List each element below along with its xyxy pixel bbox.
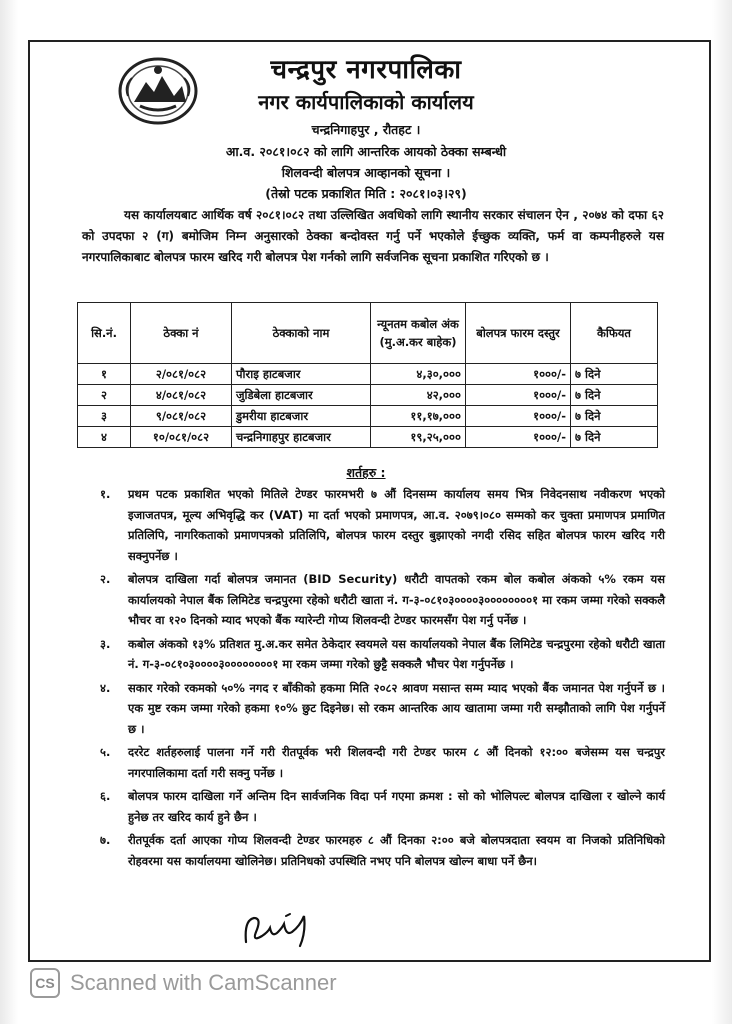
- cell-form-fee: १०००/-: [466, 406, 571, 427]
- cell-form-fee: १०००/-: [466, 427, 571, 448]
- list-item: [100, 742, 665, 783]
- cell-min-bid: ४,३०,०००: [371, 364, 466, 385]
- table-row: [78, 427, 658, 448]
- term-number: ३.: [100, 636, 111, 651]
- header-min-bid: न्यूनतम कबोल अंक (मु.अ.कर बाहेक): [371, 303, 466, 364]
- header-remarks: कैफियत: [571, 303, 658, 364]
- intro-paragraph: [82, 205, 664, 268]
- term-number: २.: [100, 572, 111, 586]
- cell-remarks: ७ दिने: [571, 385, 658, 406]
- term-text: दररेट शर्तहरुलाई पालना गर्ने गरी रीतपूर्वक भरी शिलवन्दी गरी टेण्डर फारम ८ औं दिनको १२:०० बजेसम्म यस चन्द्रपुर नगरपालिकामा दर्ता गरी सक्नु पर्नेछ ।: [128, 745, 665, 780]
- cell-contract-name: जुडिबेला हाटबजार: [232, 385, 371, 406]
- term-number: ४.: [100, 680, 111, 695]
- table-header-row: [78, 303, 658, 364]
- subject-line-2: शिलवन्दी बोलपत्र आव्हानको सूचना ।: [281, 165, 451, 180]
- cell-contract-name: चन्द्रनिगाहपुर हाटबजार: [232, 427, 371, 448]
- terms-list: [100, 484, 665, 874]
- term-text: बोलपत्र फारम दाखिला गर्ने अन्तिम दिन सार्वजनिक विदा पर्न गएमा क्रमश : सो को भोलिपल्ट बोलपत्र दाखिला र खोल्ने कार्य हुनेछ तर खरिद कार्य हुने छैन ।: [128, 789, 665, 824]
- subject-line-1: आ.व. २०८१।०८२ को लागि आन्तरिक आयको ठेक्का सम्बन्धी: [225, 144, 507, 159]
- list-item: [100, 569, 665, 631]
- address-line: चन्द्रनिगाहपुर , रौतहट ।: [311, 122, 421, 137]
- cell-contract-no: २/०८१/०८२: [131, 364, 232, 385]
- bid-table: [77, 302, 658, 448]
- list-item: [100, 830, 665, 871]
- cell-form-fee: १०००/-: [466, 364, 571, 385]
- header-serial: सि.नं.: [78, 303, 131, 364]
- cell-contract-name: डुमरीया हाटबजार: [232, 406, 371, 427]
- cell-min-bid: ११,१७,०००: [371, 406, 466, 427]
- handwritten-signature: [240, 902, 320, 954]
- cell-serial: १: [78, 364, 131, 385]
- cell-form-fee: १०००/-: [466, 385, 571, 406]
- municipality-title: चन्द्रपुर नगरपालिका: [270, 55, 462, 85]
- list-item: [100, 634, 665, 675]
- scanner-watermark: Scanned with CamScanner: [70, 970, 337, 995]
- cell-serial: ४: [78, 427, 131, 448]
- cell-min-bid: ४२,०००: [371, 385, 466, 406]
- list-item: [100, 786, 665, 827]
- header-form-fee: बोलपत्र फारम दस्तुर: [466, 303, 571, 364]
- table-row: [78, 406, 658, 427]
- camscanner-logo: CS: [30, 968, 60, 998]
- term-text: सकार गरेको रकमको ५०% नगद र बाँकीको हकमा मिति २०८२ श्रावण मसान्त सम्म म्याद भएको बैंक जमानत पेश गर्नुपर्ने छ । एक मुष्ट रकम जम्मा गरेको हकमा १०% छुट दिइनेछ। सो रकम आन्तरिक आय खातामा जम्मा गरी सम्झौताको लागि पेश गर्नुपर्ने छ ।: [128, 680, 665, 736]
- term-text: प्रथम पटक प्रकाशित भएको मितिले टेण्डर फारमभरी ७ औं दिनसम्म कार्यालय समय भित्र निवेदनसाथ नवीकरण भएको इजाजतपत्र, मूल्य अभिवृद्धि कर (VAT) मा दर्ता भएको प्रमाणपत्र, आ.व. २०७९।०८० सम्मको कर चुक्ता प्रमाणपत्र प्रमाणित प्रतिलिपि, नागरिकताको प्रमाणपत्रको प्रतिलिपि, बोलपत्र फारम दस्तुर बुझाएको नगदी रसिद सहित बोलपत्र फारम खरिद गरी सक्नुपर्नेछ ।: [128, 487, 665, 563]
- term-text: बोलपत्र दाखिला गर्दा बोलपत्र जमानत (BID Security) धरौटी वापतको रकम बोल कबोल अंकको ५% रकम यस कार्यालयको नेपाल बैंक लिमिटेड चन्द्रपुरमा रहेको धरौटी खाता नं. ग-३-०८१०३००००३००००००००१ मा रकम जम्मा गरेको सक्कलै भौचर वा १२० दिनको म्याद भएको बैंक ग्यारेन्टी गोप्य शिलवन्दी टेण्डर फारमसँग पेश गर्नु पर्नेछ ।: [128, 572, 665, 627]
- header-contract-no: ठेक्का नं: [131, 303, 232, 364]
- term-number: ७.: [100, 833, 111, 847]
- cell-contract-no: १०/०८१/०८२: [131, 427, 232, 448]
- intro-text: यस कार्यालयबाट आर्थिक वर्ष २०८१।०८२ तथा उल्लिखित अवधिको लागि स्थानीय सरकार संचालन ऐन , २०७४ को दफा ६२ को उपदफा २ (ग) बमोजिम निम्न अनुसारको ठेक्का बन्दोवस्त गर्नु पर्ने भएकोले ईच्छुक व्यक्ति, फर्म वा कम्पनीहरुले यस नगरपालिकाबाट बोलपत्र फारम खरिद गरी बोलपत्र पेश गर्नको लागि सर्वजनिक सूचना प्रकाशित गरिएको छ ।: [82, 208, 664, 264]
- term-number: ६.: [100, 789, 111, 803]
- table-row: [78, 364, 658, 385]
- term-number: १.: [100, 487, 111, 501]
- cell-serial: ३: [78, 406, 131, 427]
- list-item: [100, 484, 665, 566]
- term-number: ५.: [100, 745, 111, 759]
- cell-remarks: ७ दिने: [571, 406, 658, 427]
- list-item: [100, 678, 665, 740]
- cell-contract-name: पौराइ हाटबजार: [232, 364, 371, 385]
- term-text: रीतपूर्वक दर्ता आएका गोप्य शिलवन्दी टेण्डर फारमहरु ८ औं दिनका २:०० बजे बोलपत्रदाता स्वयम वा निजको प्रतिनिधिको रोहवरमा यस कार्यालयमा खोलिनेछ। प्रतिनिधको उपस्थिति नभए पनि बोलपत्र खोल्न बाधा पर्ने छैन।: [128, 833, 665, 868]
- term-text: कबोल अंकको १३% प्रतिशत मु.अ.कर समेत ठेकेदार स्वयमले यस कार्यालयको नेपाल बैंक लिमिटेड चन्द्रपुरमा रहेको धरौटी खाता नं. ग-३-०८१०३००००३००००००००१ मा रकम जम्मा गरेको छुट्टै सक्कलै भौचर पेश गर्नुपर्नेछ ।: [128, 636, 665, 671]
- cell-contract-no: ९/०८१/०८२: [131, 406, 232, 427]
- table-row: [78, 385, 658, 406]
- publication-date: (तेस्रो पटक प्रकाशित मिति : २०८१।०३।२९): [265, 186, 467, 201]
- cell-remarks: ७ दिने: [571, 364, 658, 385]
- office-title: नगर कार्यपालिकाको कार्यालय: [258, 90, 474, 114]
- cell-min-bid: १९,२५,०००: [371, 427, 466, 448]
- header-contract-name: ठेक्काको नाम: [232, 303, 371, 364]
- cell-remarks: ७ दिने: [571, 427, 658, 448]
- cell-serial: २: [78, 385, 131, 406]
- terms-heading: शर्तहरु :: [346, 465, 386, 480]
- cell-contract-no: ४/०८१/०८२: [131, 385, 232, 406]
